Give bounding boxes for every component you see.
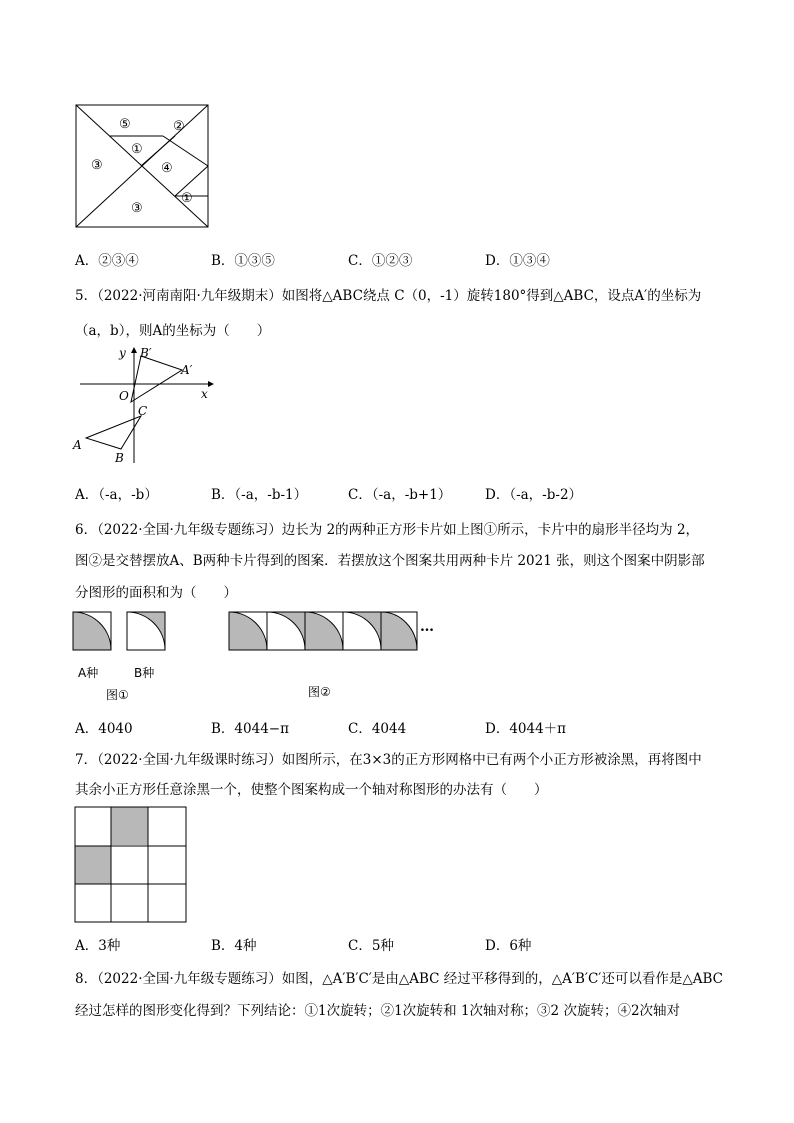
q5-option-d[interactable]: D．（-a，-b-2） — [485, 487, 583, 503]
point-label-c: C — [138, 404, 148, 418]
q4-option-d[interactable]: D．①③④ — [485, 253, 550, 269]
q6-label-fig2: 图② — [308, 685, 331, 699]
point-label-b-prime: B′ — [140, 346, 152, 360]
point-label-a-prime: A′ — [181, 363, 193, 377]
q7-option-c[interactable]: C．5种 — [348, 938, 394, 954]
q7-stem-line-1: 7．（2022·全国·九年级课时练习）如图所示，在3×3的正方形网格中已有两个小正方形被涂黑，再将图中 — [75, 752, 702, 768]
q8-stem-line-2: 经过怎样的图形变化得到？下列结论：①1次旋转；②1次旋转和 1次轴对称；③2 次旋转；④2次轴对 — [75, 1003, 681, 1019]
q4-option-c[interactable]: C．①②③ — [348, 253, 413, 269]
q7-stem-line-2: 其余小正方形任意涂黑一个，使整个图案构成一个轴对称图形的办法有（ ） — [75, 782, 548, 798]
tangram-label-4: ④ — [161, 161, 173, 176]
q4-option-b[interactable]: B．①③⑤ — [211, 253, 275, 269]
tangram-label-1-center: ① — [131, 142, 143, 157]
axis-label-x: x — [201, 387, 208, 401]
q7-option-d[interactable]: D．6种 — [485, 938, 532, 954]
q5-option-b[interactable]: B．（-a，-b-1） — [211, 487, 308, 503]
q7-option-b[interactable]: B．4种 — [211, 938, 257, 954]
q6-ellipsis: … — [420, 619, 434, 635]
q5-option-a[interactable]: A．（-a，-b） — [75, 487, 158, 503]
q6-label-fig1: 图① — [106, 688, 129, 702]
q5-option-c[interactable]: C．（-a，-b+1） — [348, 487, 452, 503]
q7-option-a[interactable]: A．3种 — [75, 938, 121, 954]
q4-tangram-figure — [75, 104, 209, 228]
q6-stem-line-3: 分图形的面积和为（ ） — [75, 585, 237, 601]
q6-option-c[interactable]: C．4044 — [348, 721, 407, 737]
origin-label-o: O — [119, 389, 129, 403]
tangram-label-3-bottom: ③ — [131, 201, 143, 216]
q6-figure-2-pattern — [228, 611, 418, 651]
q6-label-b-card: B种 — [134, 666, 155, 680]
q5-coordinate-figure — [70, 345, 220, 467]
q6-option-b[interactable]: B．4044−π — [211, 721, 289, 737]
q6-card-a — [72, 611, 112, 651]
point-label-a: A — [73, 438, 82, 452]
q5-stem-line-1: 5．（2022·河南南阳·九年级期末）如图将△ABC绕点 C（0，-1）旋转180°得到△ABC，设点A′的坐标为 — [75, 288, 702, 304]
q6-stem-line-2: 图②是交替摆放A、B两种卡片得到的图案．若摆放这个图案共用两种卡片 2021 张，则这个图案中阴影部 — [75, 553, 705, 569]
point-label-b: B — [115, 451, 124, 465]
tangram-label-3-left: ③ — [91, 158, 103, 173]
q4-option-a[interactable]: A．②③④ — [75, 253, 139, 269]
q5-stem-line-2: （a，b），则A的坐标为（ ） — [75, 323, 271, 339]
tangram-label-5: ⑤ — [119, 117, 131, 132]
q6-option-a[interactable]: A．4040 — [75, 721, 133, 737]
q6-label-a-card: A种 — [78, 666, 99, 680]
q7-grid-figure — [74, 806, 188, 924]
q6-card-b — [126, 611, 166, 651]
q6-stem-line-1: 6．（2022·全国·九年级专题练习）边长为 2的两种正方形卡片如上图①所示，卡片中的扇形半径均为 2， — [75, 522, 700, 538]
tangram-label-1-right: ① — [181, 191, 193, 206]
axis-label-y: y — [119, 346, 126, 360]
q6-option-d[interactable]: D．4044＋π — [485, 721, 567, 737]
tangram-label-2: ② — [173, 119, 185, 134]
q8-stem-line-1: 8．（2022·全国·九年级专题练习）如图，△A′B′C′是由△ABC 经过平移得到的，△A′B′C′还可以看作是△ABC — [75, 971, 723, 987]
